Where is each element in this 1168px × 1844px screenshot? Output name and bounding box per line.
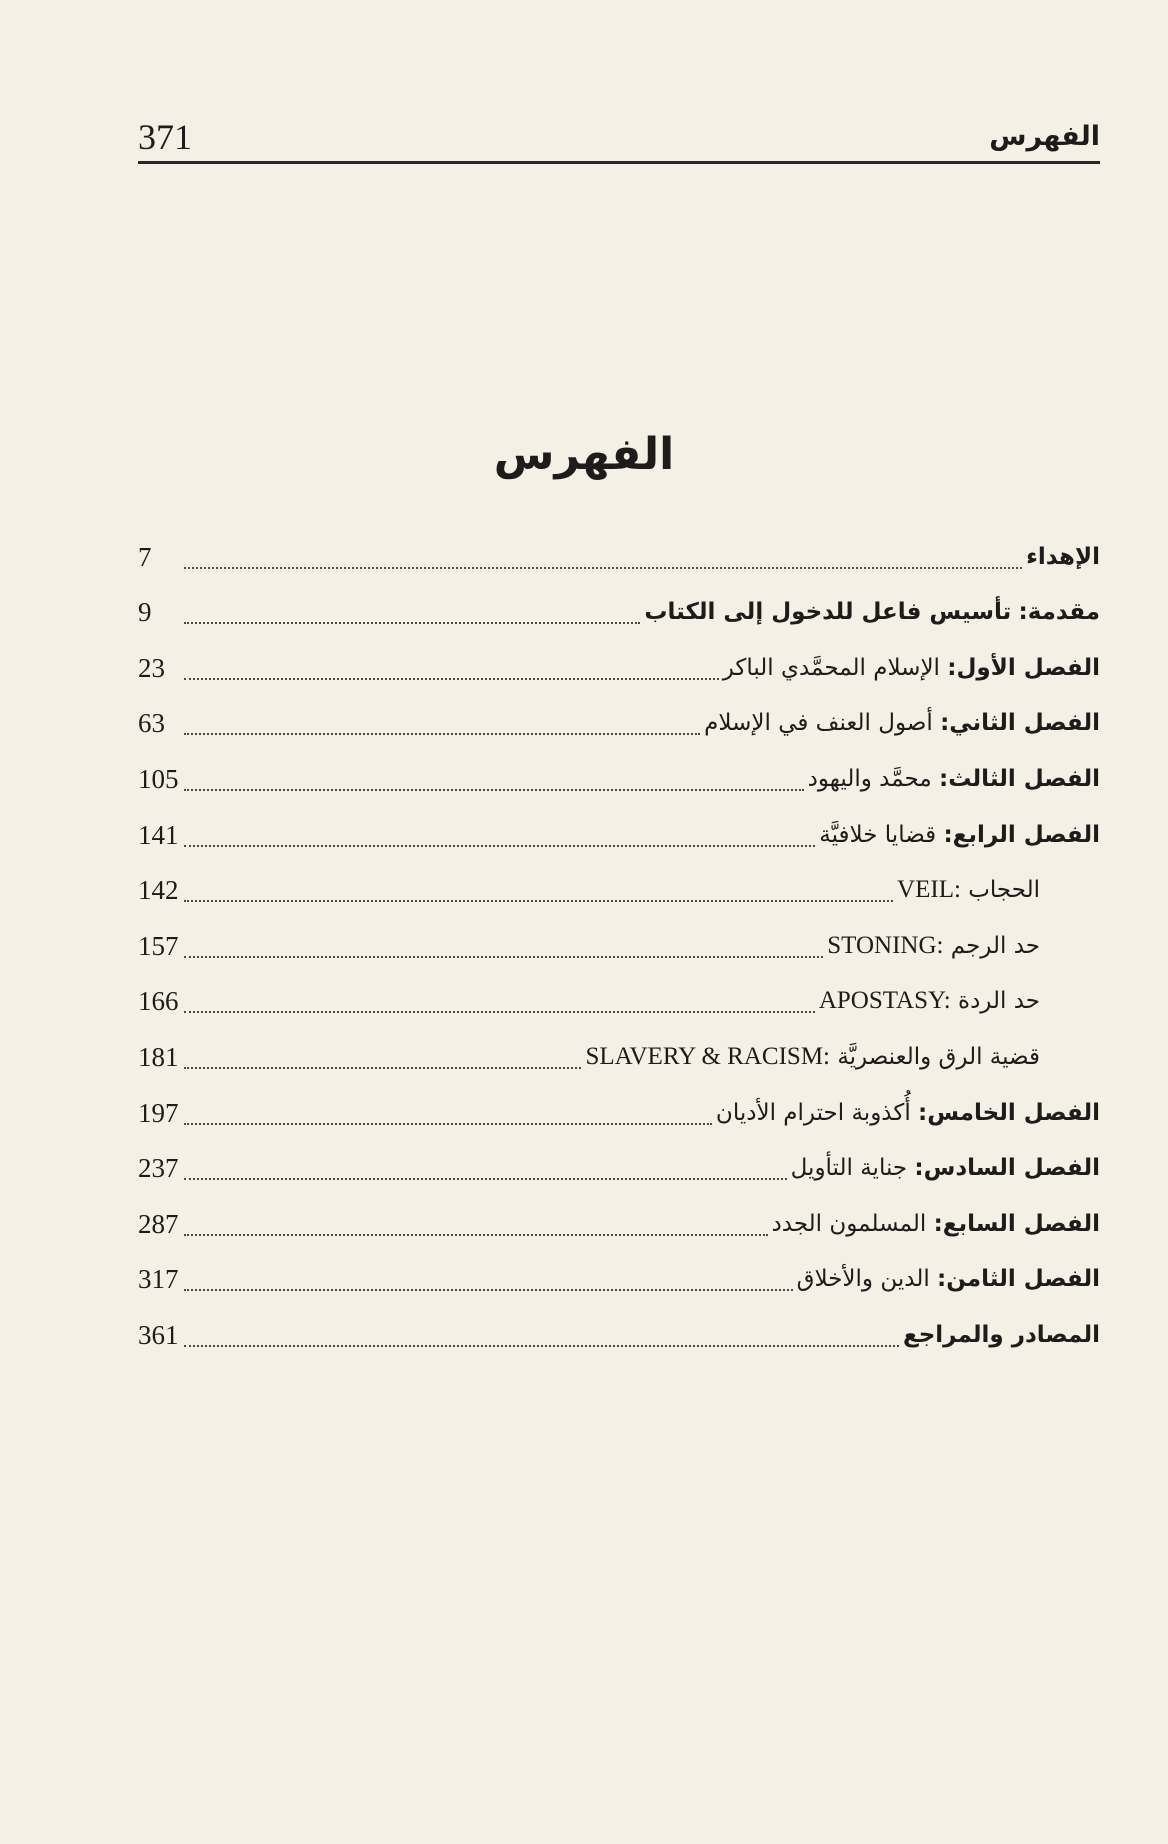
entry-title	[1026, 539, 1100, 581]
entry-title	[827, 928, 1040, 970]
entry-label: قضية الرق والعنصريَّة	[837, 1043, 1040, 1070]
dot-leader	[184, 1345, 899, 1347]
toc-list	[138, 525, 1100, 1359]
entry-text: الدين والأخلاق	[796, 1266, 930, 1293]
entry-title	[819, 817, 1100, 859]
dot-leader	[184, 622, 640, 624]
entry-title	[716, 1095, 1100, 1137]
entry-text: قضايا خلافيَّة	[819, 821, 937, 848]
entry-text: الإسلام المحمَّدي الباكر	[722, 654, 940, 681]
entry-page-number: 181	[138, 1041, 179, 1072]
dot-leader	[184, 1123, 712, 1125]
entry-text: جناية التأويل	[790, 1155, 908, 1182]
entry-label: الحجاب	[968, 877, 1040, 904]
entry-label: الفصل السادس:	[914, 1155, 1100, 1182]
entry-page-number: 142	[138, 875, 179, 906]
toc-entry	[138, 1081, 1100, 1137]
entry-page-number: 317	[138, 1264, 179, 1295]
running-title: الفهرس	[989, 121, 1100, 152]
dot-leader	[184, 1178, 787, 1180]
entry-label: المصادر والمراجع	[902, 1321, 1100, 1348]
entry-title	[723, 650, 1100, 692]
dot-leader	[184, 845, 815, 847]
entry-page-number: 166	[138, 986, 179, 1017]
entry-title	[585, 1039, 1040, 1081]
page-header	[138, 112, 1100, 162]
entry-latin-text: SLAVERY & RACISM:	[585, 1042, 830, 1070]
entry-text: المسلمون الجدد	[771, 1210, 927, 1237]
entry-title	[772, 1206, 1100, 1248]
entry-text: أُكذوبة احترام الأديان	[715, 1099, 911, 1126]
toc-subentry	[138, 1025, 1100, 1081]
header-rule	[138, 161, 1100, 164]
toc-entry	[138, 1303, 1100, 1359]
entry-label: حد الرجم	[950, 932, 1040, 959]
entry-text: تأسيس فاعل للدخول إلى الكتاب	[644, 599, 1012, 626]
entry-page-number: 361	[138, 1319, 179, 1350]
entry-label: الفصل الأول:	[947, 654, 1100, 681]
toc-entry	[138, 692, 1100, 748]
entry-title	[704, 705, 1100, 747]
toc-entry	[138, 1192, 1100, 1248]
entry-label: الفصل الرابع:	[943, 821, 1100, 848]
entry-title	[791, 1150, 1100, 1192]
entry-page-number: 7	[138, 541, 152, 572]
toc-entry	[138, 747, 1100, 803]
entry-latin-text: STONING:	[827, 931, 944, 959]
dot-leader	[184, 733, 700, 735]
toc-subentry	[138, 859, 1100, 915]
toc-entry	[138, 1137, 1100, 1193]
entry-latin-text: VEIL:	[897, 876, 961, 904]
entry-label: الفصل الخامس:	[918, 1099, 1100, 1126]
entry-latin-text: APOSTASY:	[818, 987, 951, 1015]
entry-page-number: 197	[138, 1097, 179, 1128]
entry-page-number: 9	[138, 597, 152, 628]
entry-label: الفصل الثالث:	[939, 765, 1100, 792]
toc-title: الفهرس	[493, 429, 675, 480]
entry-page-number: 157	[138, 930, 179, 961]
entry-page-number: 63	[138, 708, 165, 739]
dot-leader	[184, 567, 1022, 569]
entry-label: الفصل الثامن:	[937, 1266, 1100, 1293]
entry-title	[903, 1317, 1100, 1359]
dot-leader	[184, 678, 719, 680]
dot-leader	[184, 900, 893, 902]
entry-label: حد الردة	[958, 988, 1040, 1015]
dot-leader	[184, 1234, 768, 1236]
entry-label: الفصل السابع:	[933, 1210, 1100, 1237]
toc-subentry	[138, 970, 1100, 1026]
page-number: 371	[138, 117, 192, 157]
entry-label: الإهداء	[1026, 543, 1100, 570]
entry-label: الفصل الثاني:	[940, 710, 1100, 737]
dot-leader	[184, 789, 804, 791]
toc-entry	[138, 581, 1100, 637]
entry-page-number: 23	[138, 652, 165, 683]
dot-leader	[184, 1011, 815, 1013]
toc-entry	[138, 525, 1100, 581]
entry-title	[819, 983, 1040, 1025]
entry-label: مقدمة:	[1018, 599, 1100, 626]
entry-title	[808, 761, 1100, 803]
entry-page-number: 287	[138, 1208, 179, 1239]
dot-leader	[184, 956, 823, 958]
entry-text: محمَّد واليهود	[807, 765, 932, 792]
entry-text: أصول العنف في الإسلام	[704, 710, 933, 737]
toc-subentry	[138, 914, 1100, 970]
toc-entry	[138, 636, 1100, 692]
entry-page-number: 141	[138, 819, 179, 850]
entry-title	[797, 1261, 1100, 1303]
toc-entry	[138, 803, 1100, 859]
entry-title	[644, 594, 1100, 636]
entry-page-number: 105	[138, 763, 179, 794]
toc-entry	[138, 1248, 1100, 1304]
dot-leader	[184, 1067, 581, 1069]
entry-title	[897, 872, 1040, 914]
dot-leader	[184, 1289, 793, 1291]
entry-page-number: 237	[138, 1153, 179, 1184]
